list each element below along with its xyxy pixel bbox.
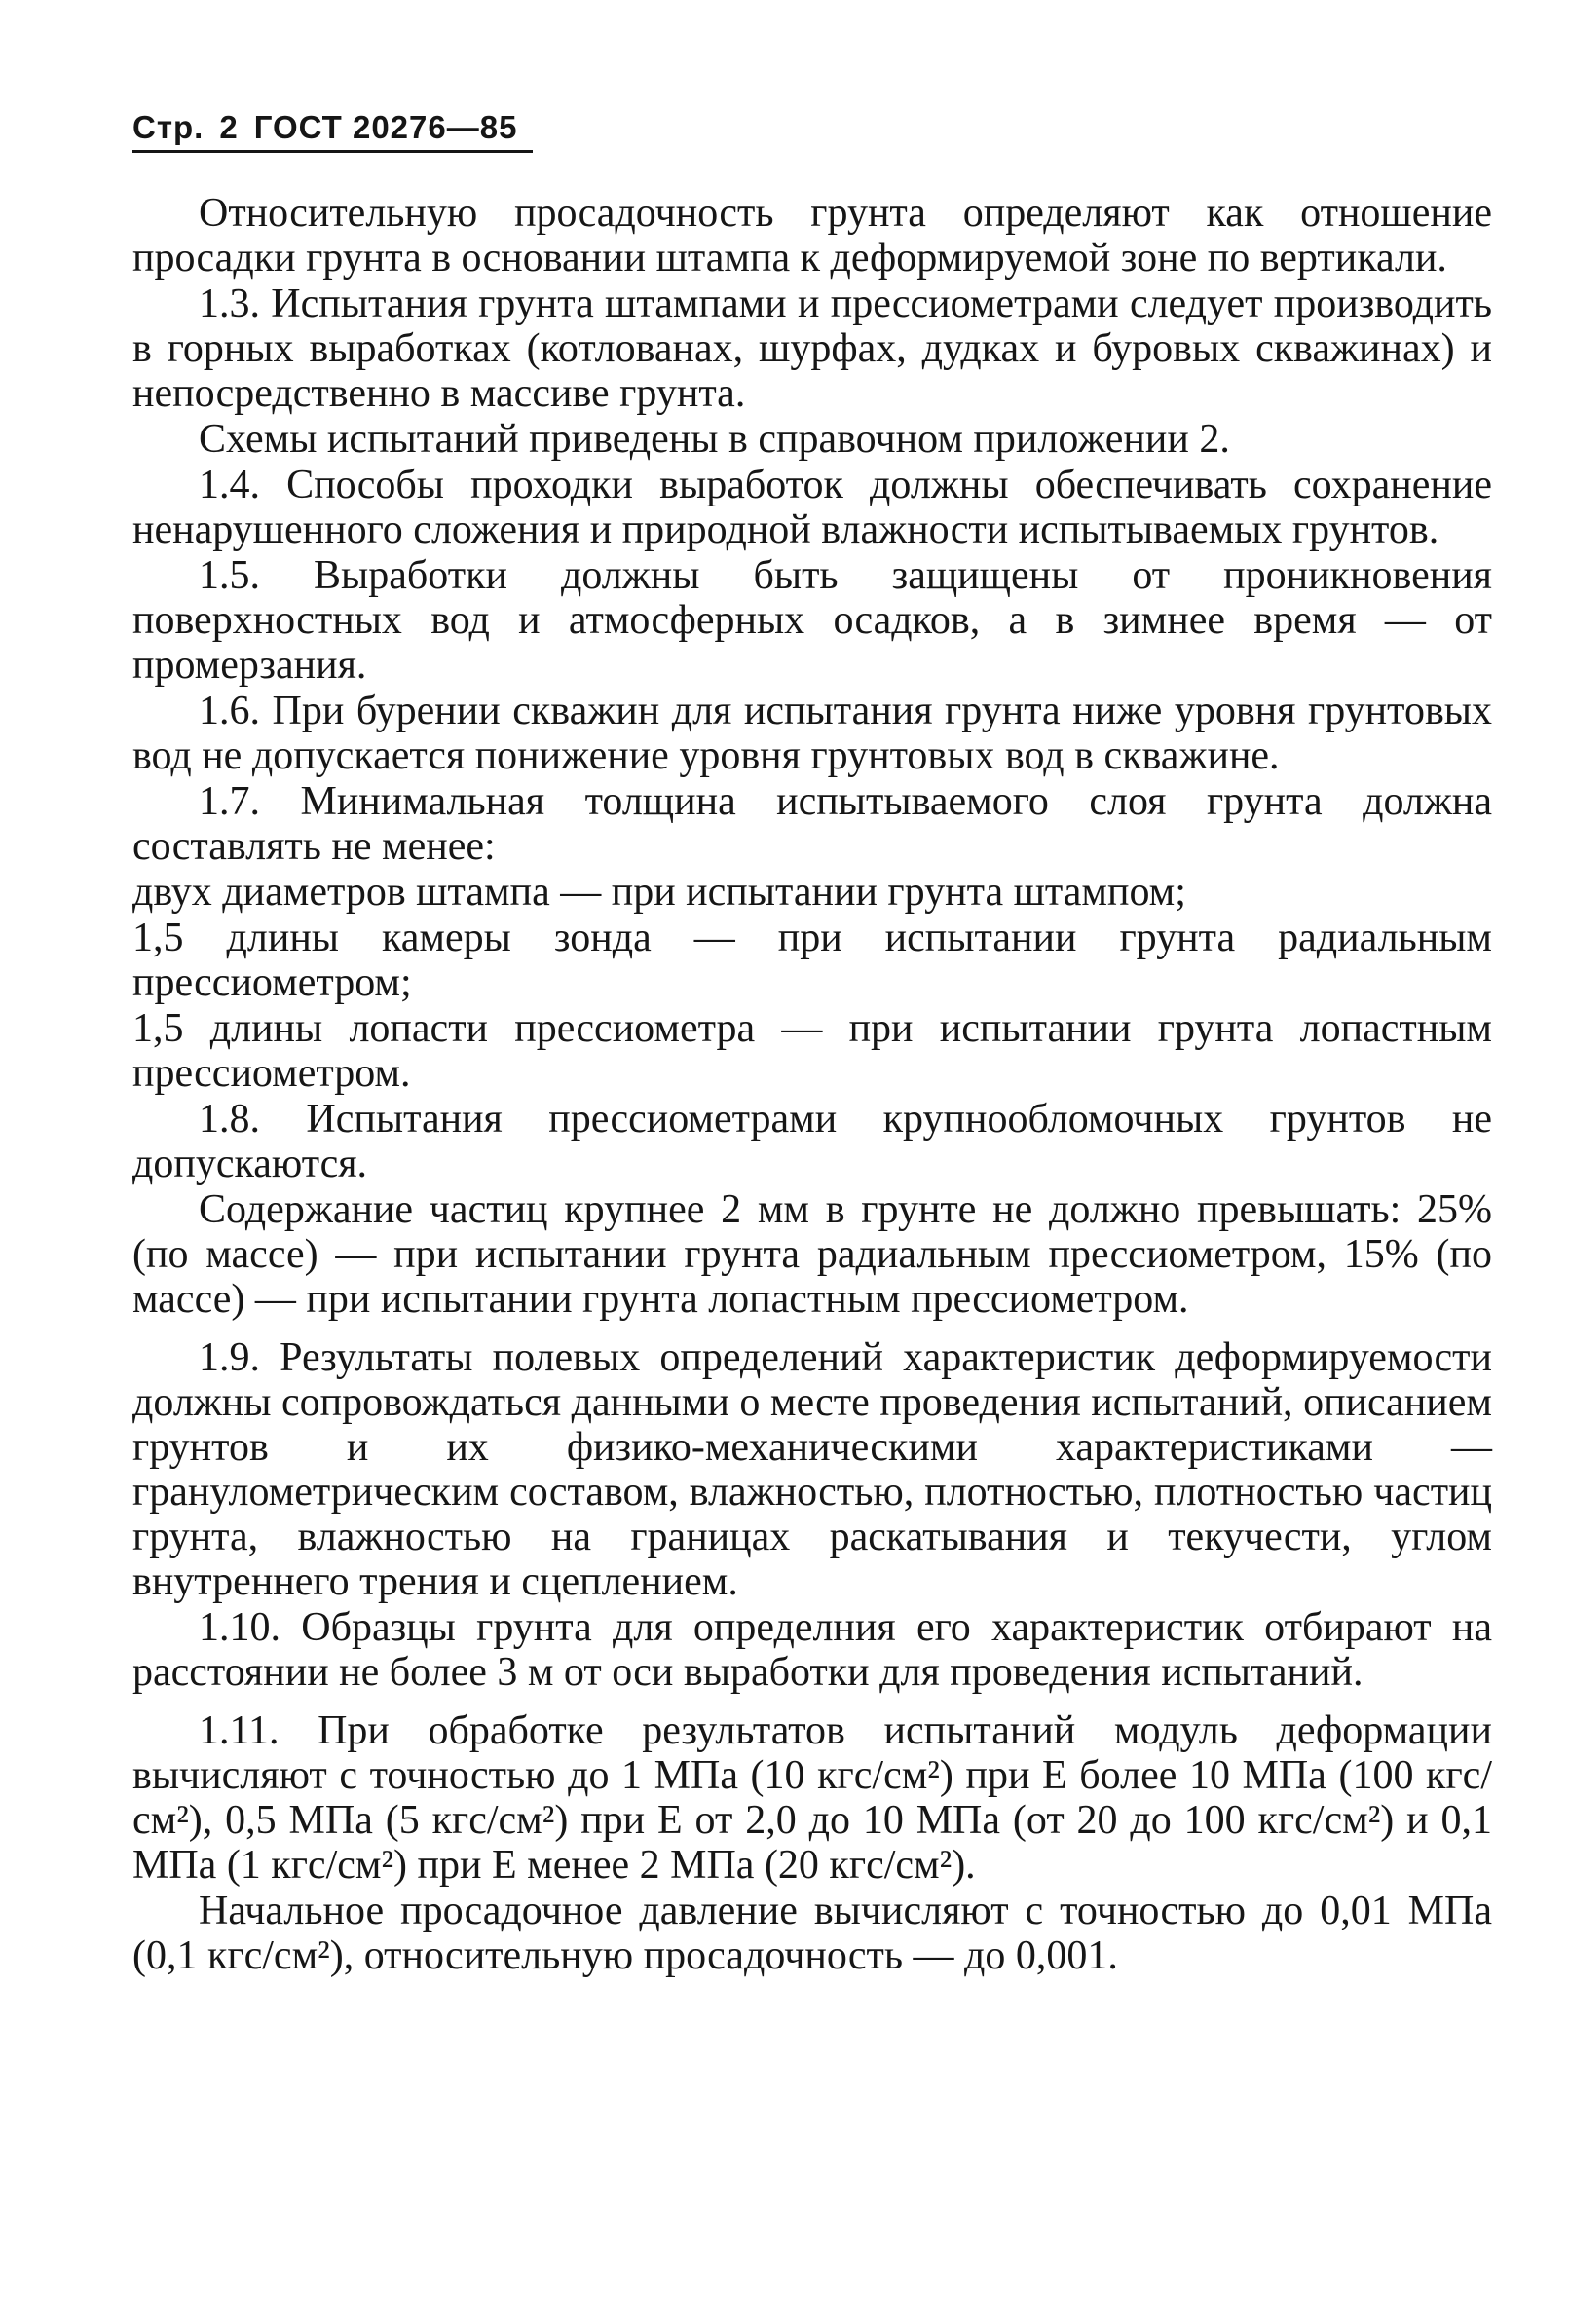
page-label: Стр. [132,109,205,145]
paragraph-1-5: 1.5. Выработки должны быть защищены от проникновения поверхностных вод и атмосферных осадков, а в зимнее время — от промерзания. [132,553,1492,688]
paragraph-relative-subsidence: Относительную просадочность грунта определяют как отношение просадки грунта в основании штампа к деформируемой зоне по вертикали. [132,191,1492,281]
paragraph-1-7: 1.7. Минимальная толщина испытываемого слоя грунта должна составлять не менее: [132,779,1492,869]
paragraph-1-11: 1.11. При обработке результатов испытаний модуль деформации вычисляют с точностью до 1 МПа (10 кгс/см²) при Е более 10 МПа (100 кгс/см²), 0,5 МПа (5 кгс/см²) при Е от 2,0 до 10 МПа (от 20 до 100 кгс/см²) и 0,1 МПа (1 кгс/см²) при Е менее 2 МПа (20 кгс/см²). [132,1708,1492,1888]
paragraph-particle-content: Содержание частиц крупнее 2 мм в грунте не должно превышать: 25% (по массе) — при испытании грунта радиальным прессиометром, 15% (по массе) — при испытании грунта лопастным прессиометром. [132,1187,1492,1322]
list-item-radial-pressiometer: 1,5 длины камеры зонда — при испытании грунта радиальным прессиометром; [132,916,1492,1005]
document-id: ГОСТ 20276—85 [253,109,518,145]
paragraph-1-9: 1.9. Результаты полевых определений характеристик деформируемости должны сопровождаться данными о месте проведения испытаний, описанием грунтов и их физико-механическими характеристиками — гранулометрическим составом, влажностью, плотностью, плотностью частиц грунта, влажностью на границах раскатывания и текучести, углом внутреннего трения и сцеплением. [132,1335,1492,1604]
paragraph-1-6: 1.6. При бурении скважин для испытания грунта ниже уровня грунтовых вод не допускается понижение уровня грунтовых вод в скважине. [132,689,1492,778]
paragraph-test-schemes: Схемы испытаний приведены в справочном приложении 2. [199,417,1230,462]
paragraph-1-8: 1.8. Испытания прессиометрами крупнообломочных грунтов не допускаются. [132,1097,1492,1186]
page-header [132,109,533,153]
list-item-stamp: двух диаметров штампа — при испытании грунта штампом; [132,870,1186,915]
document-body [132,191,1492,1979]
paragraph-1-3: 1.3. Испытания грунта штампами и прессиометрами следует производить в горных выработках (котлованах, шурфах, дудках и буровых скважинах) и непосредственно в массиве грунта. [132,281,1492,416]
paragraph-1-10: 1.10. Образцы грунта для определния его характеристик отбирают на расстоянии не более 3 м от оси выработки для проведения испытаний. [132,1605,1492,1695]
page-number: 2 [219,109,239,145]
paragraph-initial-pressure: Начальное просадочное давление вычисляют с точностью до 0,01 МПа (0,1 кгс/см²), относительную просадочность — до 0,001. [132,1889,1492,1978]
list-item-blade-pressiometer: 1,5 длины лопасти прессиометра — при испытании грунта лопастным прессиометром. [132,1006,1492,1096]
paragraph-1-4: 1.4. Способы проходки выработок должны обеспечивать сохранение ненарушенного сложения и природной влажности испытываемых грунтов. [132,463,1492,552]
